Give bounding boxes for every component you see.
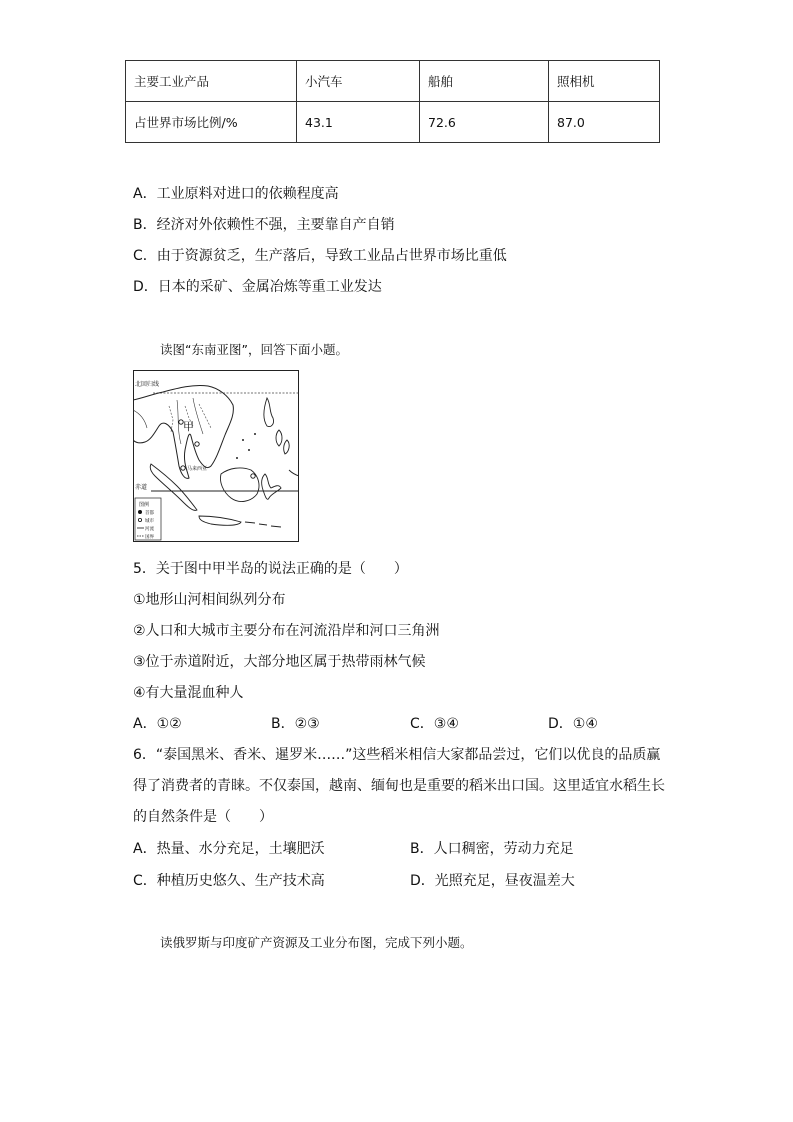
capital-symbol-icon <box>138 510 142 514</box>
q6-stem-line: 得了消费者的青睐。不仅泰国，越南、缅甸也是重要的稻米出口国。这里适宜水稻生长 <box>133 778 665 794</box>
q5-statement: ①地形山河相间纵列分布 <box>133 592 286 608</box>
q5-statement: ②人口和大城市主要分布在河流沿岸和河口三角洲 <box>133 623 440 639</box>
q6-stem-line: 的自然条件是（ ） <box>133 809 273 825</box>
table-row <box>126 61 660 102</box>
reading-instruction: 读图“东南亚图”，回答下面小题。 <box>160 342 348 357</box>
q6-stem-line: 6．“泰国黑米、香米、暹罗米……”这些稻米相信大家都品尝过，它们以优良的品质赢 <box>133 747 661 763</box>
legend-river: 河流 <box>145 527 154 532</box>
table-row <box>126 102 660 143</box>
q5-statement: ④有大量混血种人 <box>133 685 244 701</box>
peninsula-jia-label: 甲 <box>183 420 194 433</box>
q5-option-c: C．③④ <box>410 716 459 732</box>
q5-stem: 5．关于图中甲半岛的说法正确的是（ ） <box>133 561 408 577</box>
q5-option-b: B．②③ <box>271 716 320 732</box>
q6-option-b: B．人口稠密，劳动力充足 <box>410 841 574 857</box>
table-cell: 43.1 <box>297 102 420 143</box>
table-cell: 照相机 <box>549 61 660 102</box>
table-cell: 小汽车 <box>297 61 420 102</box>
legend-city: 城市 <box>145 519 154 524</box>
q6-option-c: C．种植历史悠久、生产技术高 <box>133 873 325 889</box>
q4-option-c: C．由于资源贫乏，生产落后，导致工业品占世界市场比重低 <box>133 248 507 264</box>
industry-share-table <box>125 60 660 143</box>
q5-option-a: A．①② <box>133 716 182 732</box>
legend-capital: 首都 <box>145 511 154 516</box>
q5-option-d: D．①④ <box>548 716 598 732</box>
table-cell: 船舶 <box>420 61 549 102</box>
legend-title: 图例 <box>139 502 150 508</box>
tropic-label: 北回归线 <box>135 381 160 388</box>
equator-label: 赤道 <box>135 484 148 491</box>
malaysia-label: 马来西亚 <box>187 466 208 472</box>
table-cell: 87.0 <box>549 102 660 143</box>
table-cell: 72.6 <box>420 102 549 143</box>
q4-option-d: D．日本的采矿、金属冶炼等重工业发达 <box>133 279 382 295</box>
legend-border: 国界 <box>145 535 154 540</box>
table-cell: 主要工业产品 <box>126 61 297 102</box>
q5-statement: ③位于赤道附近，大部分地区属于热带雨林气候 <box>133 654 426 670</box>
southeast-asia-map <box>133 370 299 542</box>
q6-option-d: D．光照充足，昼夜温差大 <box>410 873 575 889</box>
reading-instruction: 读俄罗斯与印度矿产资源及工业分布图，完成下列小题。 <box>160 935 473 950</box>
table-cell: 占世界市场比例/% <box>126 102 297 143</box>
q4-option-a: A．工业原料对进口的依赖程度高 <box>133 186 339 202</box>
q6-option-a: A．热量、水分充足，土壤肥沃 <box>133 841 325 857</box>
q4-option-b: B．经济对外依赖性不强，主要靠自产自销 <box>133 217 395 233</box>
